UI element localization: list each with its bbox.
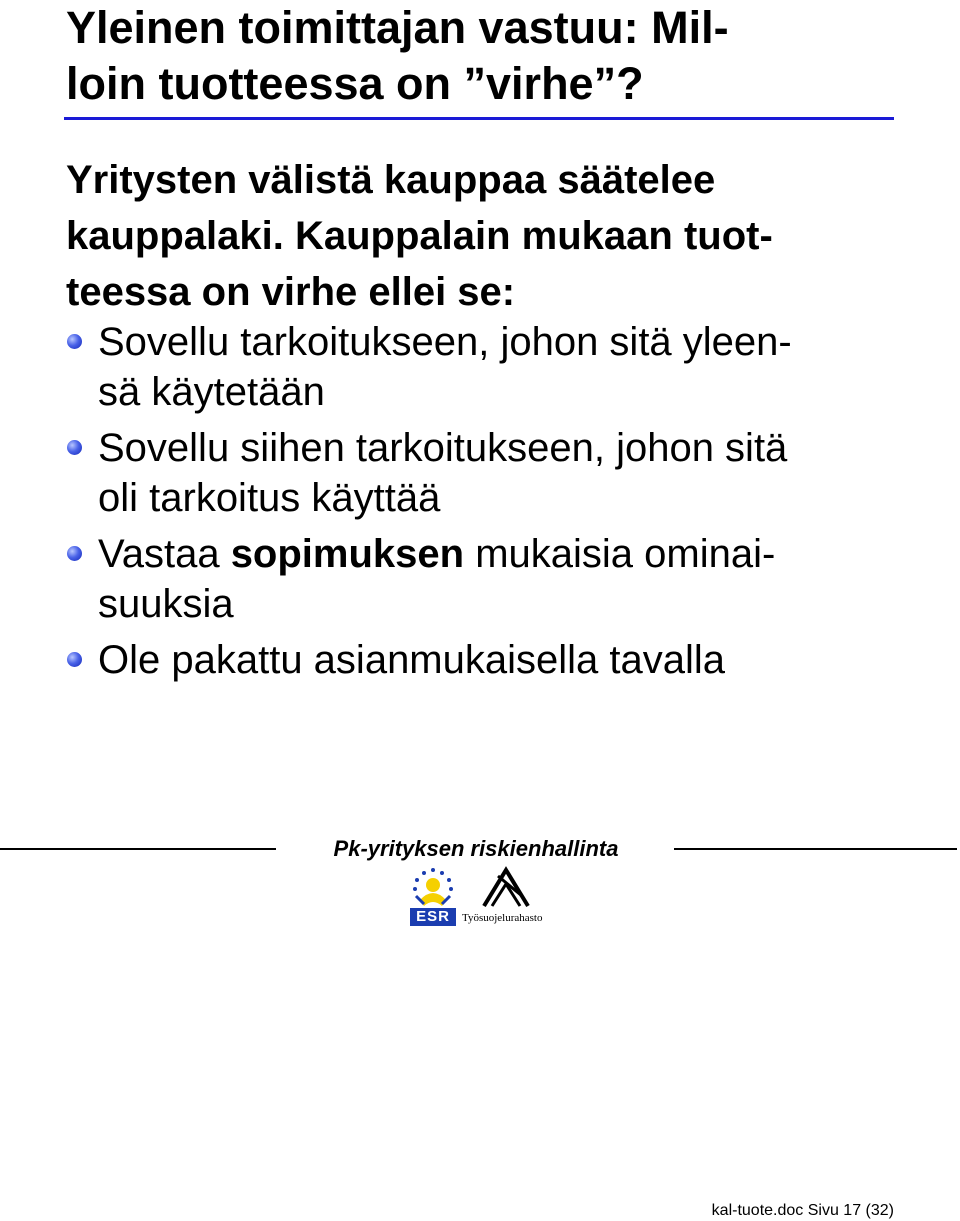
bullet-1-line-1: Sovellu tarkoitukseen, johon sitä yleen- xyxy=(98,320,792,364)
title-underline xyxy=(64,117,894,120)
tyosuojelurahasto-logo-icon xyxy=(478,866,534,910)
list-item xyxy=(0,635,898,685)
footer-rule-left xyxy=(0,848,276,850)
footer-title: Pk-yrityksen riskienhallinta xyxy=(333,836,619,861)
slide-title-line-2: loin tuotteessa on ”virhe”? xyxy=(66,58,644,109)
sponsor-logos xyxy=(406,866,546,930)
bullet-2-line-1: Sovellu siihen tarkoitukseen, johon sitä xyxy=(98,426,788,470)
intro-line-3: teessa on virhe ellei se: xyxy=(66,270,516,314)
list-item xyxy=(0,317,898,417)
footer-rule-right xyxy=(674,848,957,850)
intro-line-1: Yritysten välistä kauppaa säätelee xyxy=(66,158,716,202)
bullet-2-line-2: oli tarkoitus käyttää xyxy=(98,476,441,520)
bullet-3-suffix: mukaisia ominai- xyxy=(464,532,776,576)
intro-paragraph xyxy=(66,152,926,320)
bullet-icon xyxy=(67,440,82,455)
intro-line-2: kauppalaki. Kauppalain mukaan tuot- xyxy=(66,214,773,258)
defect-criteria-list xyxy=(0,317,960,691)
bullet-3-prefix: Vastaa xyxy=(98,532,231,576)
esr-label: ESR xyxy=(410,908,456,926)
slide-title-line-1: Yleinen toimittajan vastuu: Mil- xyxy=(66,2,729,53)
bullet-icon xyxy=(67,546,82,561)
bullet-icon xyxy=(67,652,82,667)
footer-band xyxy=(0,834,960,864)
page-reference: kal-tuote.doc Sivu 17 (32) xyxy=(711,1202,894,1219)
list-item xyxy=(0,529,898,629)
bullet-4-line-1: Ole pakattu asianmukaisella tavalla xyxy=(98,638,726,682)
tsr-label: Työsuojelurahasto xyxy=(462,912,543,924)
bullet-3-emphasis: sopimuksen xyxy=(230,532,465,576)
bullet-3-line-2: suuksia xyxy=(98,582,234,626)
esr-logo-icon xyxy=(406,866,460,910)
bullet-1-line-2: sä käytetään xyxy=(98,370,325,414)
slide-title xyxy=(66,0,946,112)
bullet-icon xyxy=(67,334,82,349)
list-item xyxy=(0,423,898,523)
